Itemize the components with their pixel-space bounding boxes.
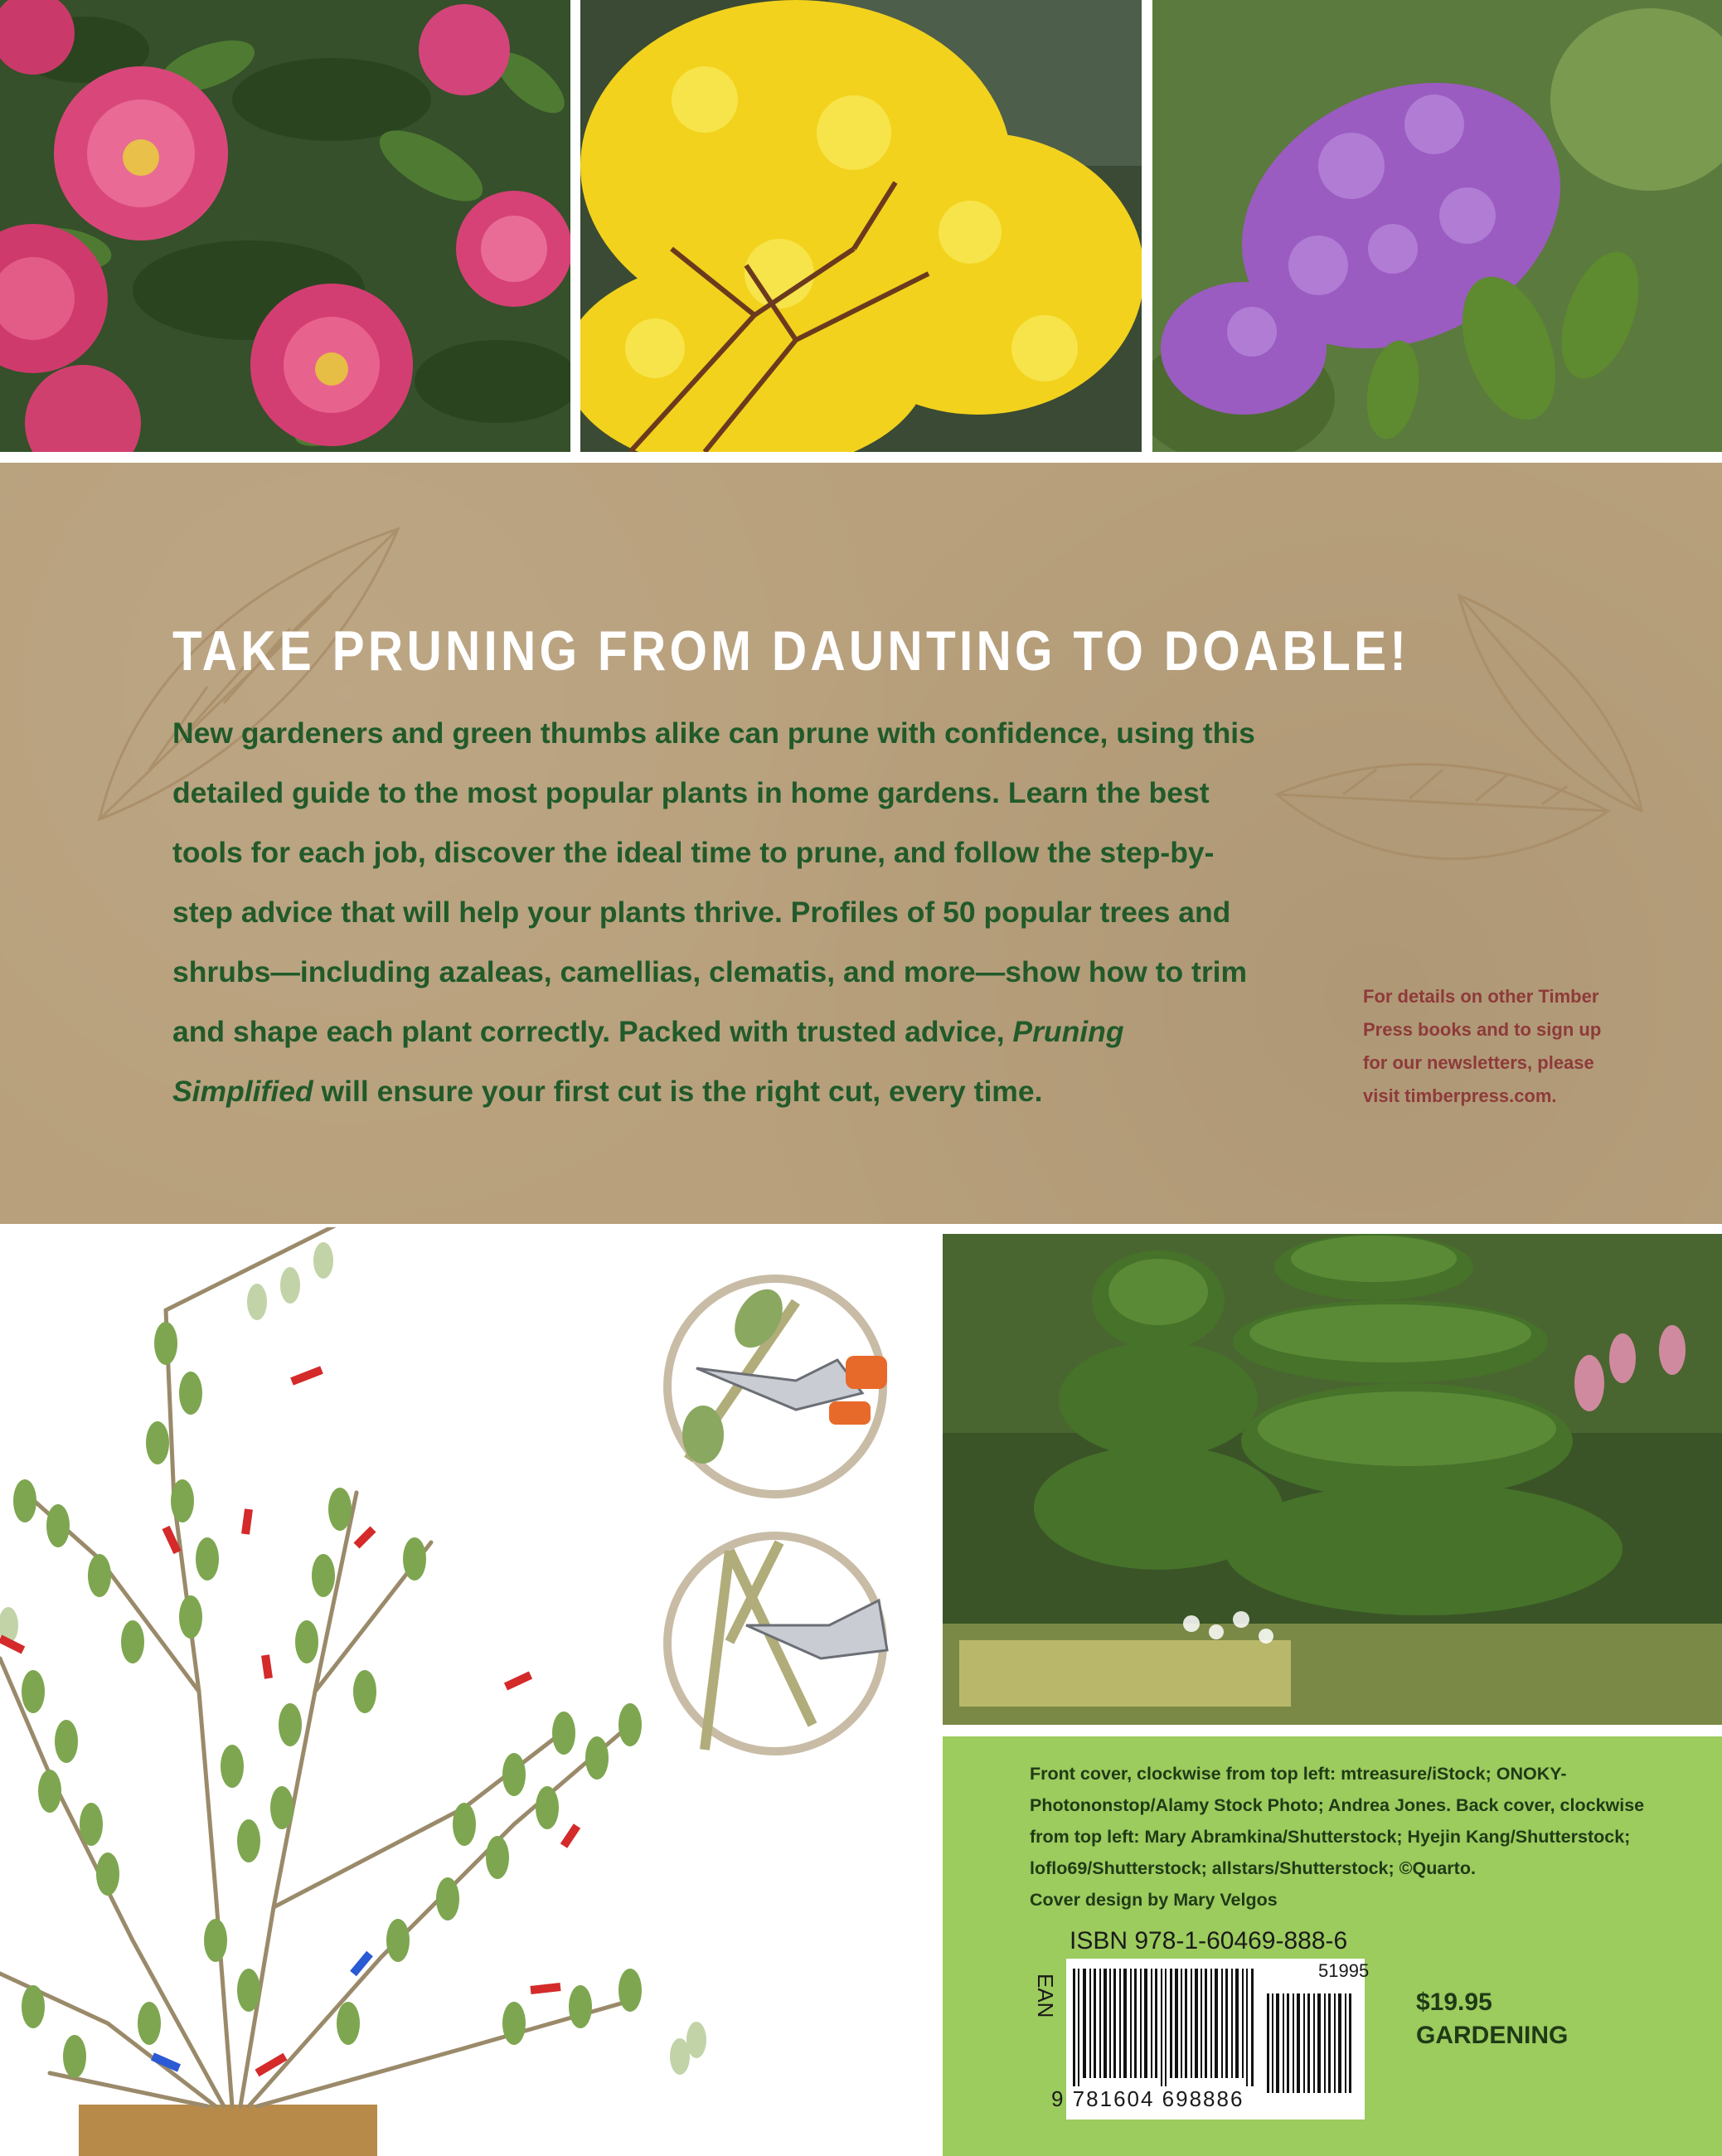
- pruner-detail-2: [667, 1536, 887, 1751]
- barcode-digits: 9 781604 698886: [1051, 2086, 1244, 2111]
- cut-mark-red: [0, 1639, 23, 1650]
- category: GARDENING: [1416, 2022, 1569, 2049]
- cut-mark-red: [564, 1826, 577, 1846]
- soil-mound: [79, 2105, 377, 2156]
- shrub-branches: [0, 1227, 638, 2106]
- isbn-number: ISBN 978-1-60469-888-6: [1070, 1927, 1348, 1954]
- lilac-photo: [1152, 0, 1722, 452]
- book-title-part-1: Pruning: [1012, 1015, 1124, 1048]
- ean-label: EAN: [1033, 1974, 1058, 2018]
- cut-mark-red: [265, 1655, 269, 1678]
- blurb-end: will ensure your first cut is the right cut, every time.: [313, 1075, 1043, 1108]
- shrub-leaves-pale: [0, 1242, 706, 2075]
- cut-mark-red: [531, 1987, 560, 1990]
- cut-mark-red: [292, 1370, 322, 1381]
- book-title-part-2: Simplified: [172, 1075, 313, 1108]
- pruning-illustration: [0, 1227, 929, 2156]
- headline: TAKE PRUNING FROM DAUNTING TO DOABLE!: [172, 619, 1410, 682]
- camellia-photo: [0, 0, 570, 452]
- forsythia-photo: [580, 0, 1142, 452]
- blurb-main: New gardeners and green thumbs alike can prune with confidence, using this detailed guide to the most popular plants in home gardens. Learn the best tools for each job, discover the ideal time to prune, and follow the step-by-step advice that will help your plants thrive. Profiles of 50 popular trees and shrubs—including azaleas, camellias, clematis, and more—show how to trim and shape each plant correctly. Packed with trusted advice,: [172, 716, 1255, 1048]
- shrub-leaves: [13, 1322, 642, 2078]
- cut-mark-red: [245, 1509, 249, 1534]
- cut-mark-red: [506, 1675, 531, 1687]
- barcode: [1025, 1922, 1381, 2146]
- photo-credits: Front cover, clockwise from top left: mtreasure/iStock; ONOKY-Photononstop/Alamy Stock Photo; Andrea Jones. Back cover, clockwise from top left: Mary Abramkina/Shutterstock; Hyejin Kang/Shutterstock; loflo69/Shutterstock; allstars/Shutterstock; ©Quarto.: [1030, 1764, 1645, 1878]
- description-blurb: [172, 703, 1259, 1121]
- cut-mark-blue: [153, 2056, 179, 2068]
- cover-design-credit: Cover design by Mary Velgos: [1030, 1890, 1278, 1910]
- cut-mark-red: [357, 1529, 373, 1546]
- cut-mark-red: [166, 1527, 177, 1552]
- pruner-detail-1: [667, 1279, 887, 1494]
- price: $19.95: [1416, 1988, 1492, 2016]
- publisher-details: For details on other Timber Press books and to sign up for our newsletters, please visit timberpress.com.: [1363, 986, 1602, 1106]
- supplemental-code: 51995: [1318, 1960, 1370, 1981]
- topiary-photo: [943, 1234, 1722, 1725]
